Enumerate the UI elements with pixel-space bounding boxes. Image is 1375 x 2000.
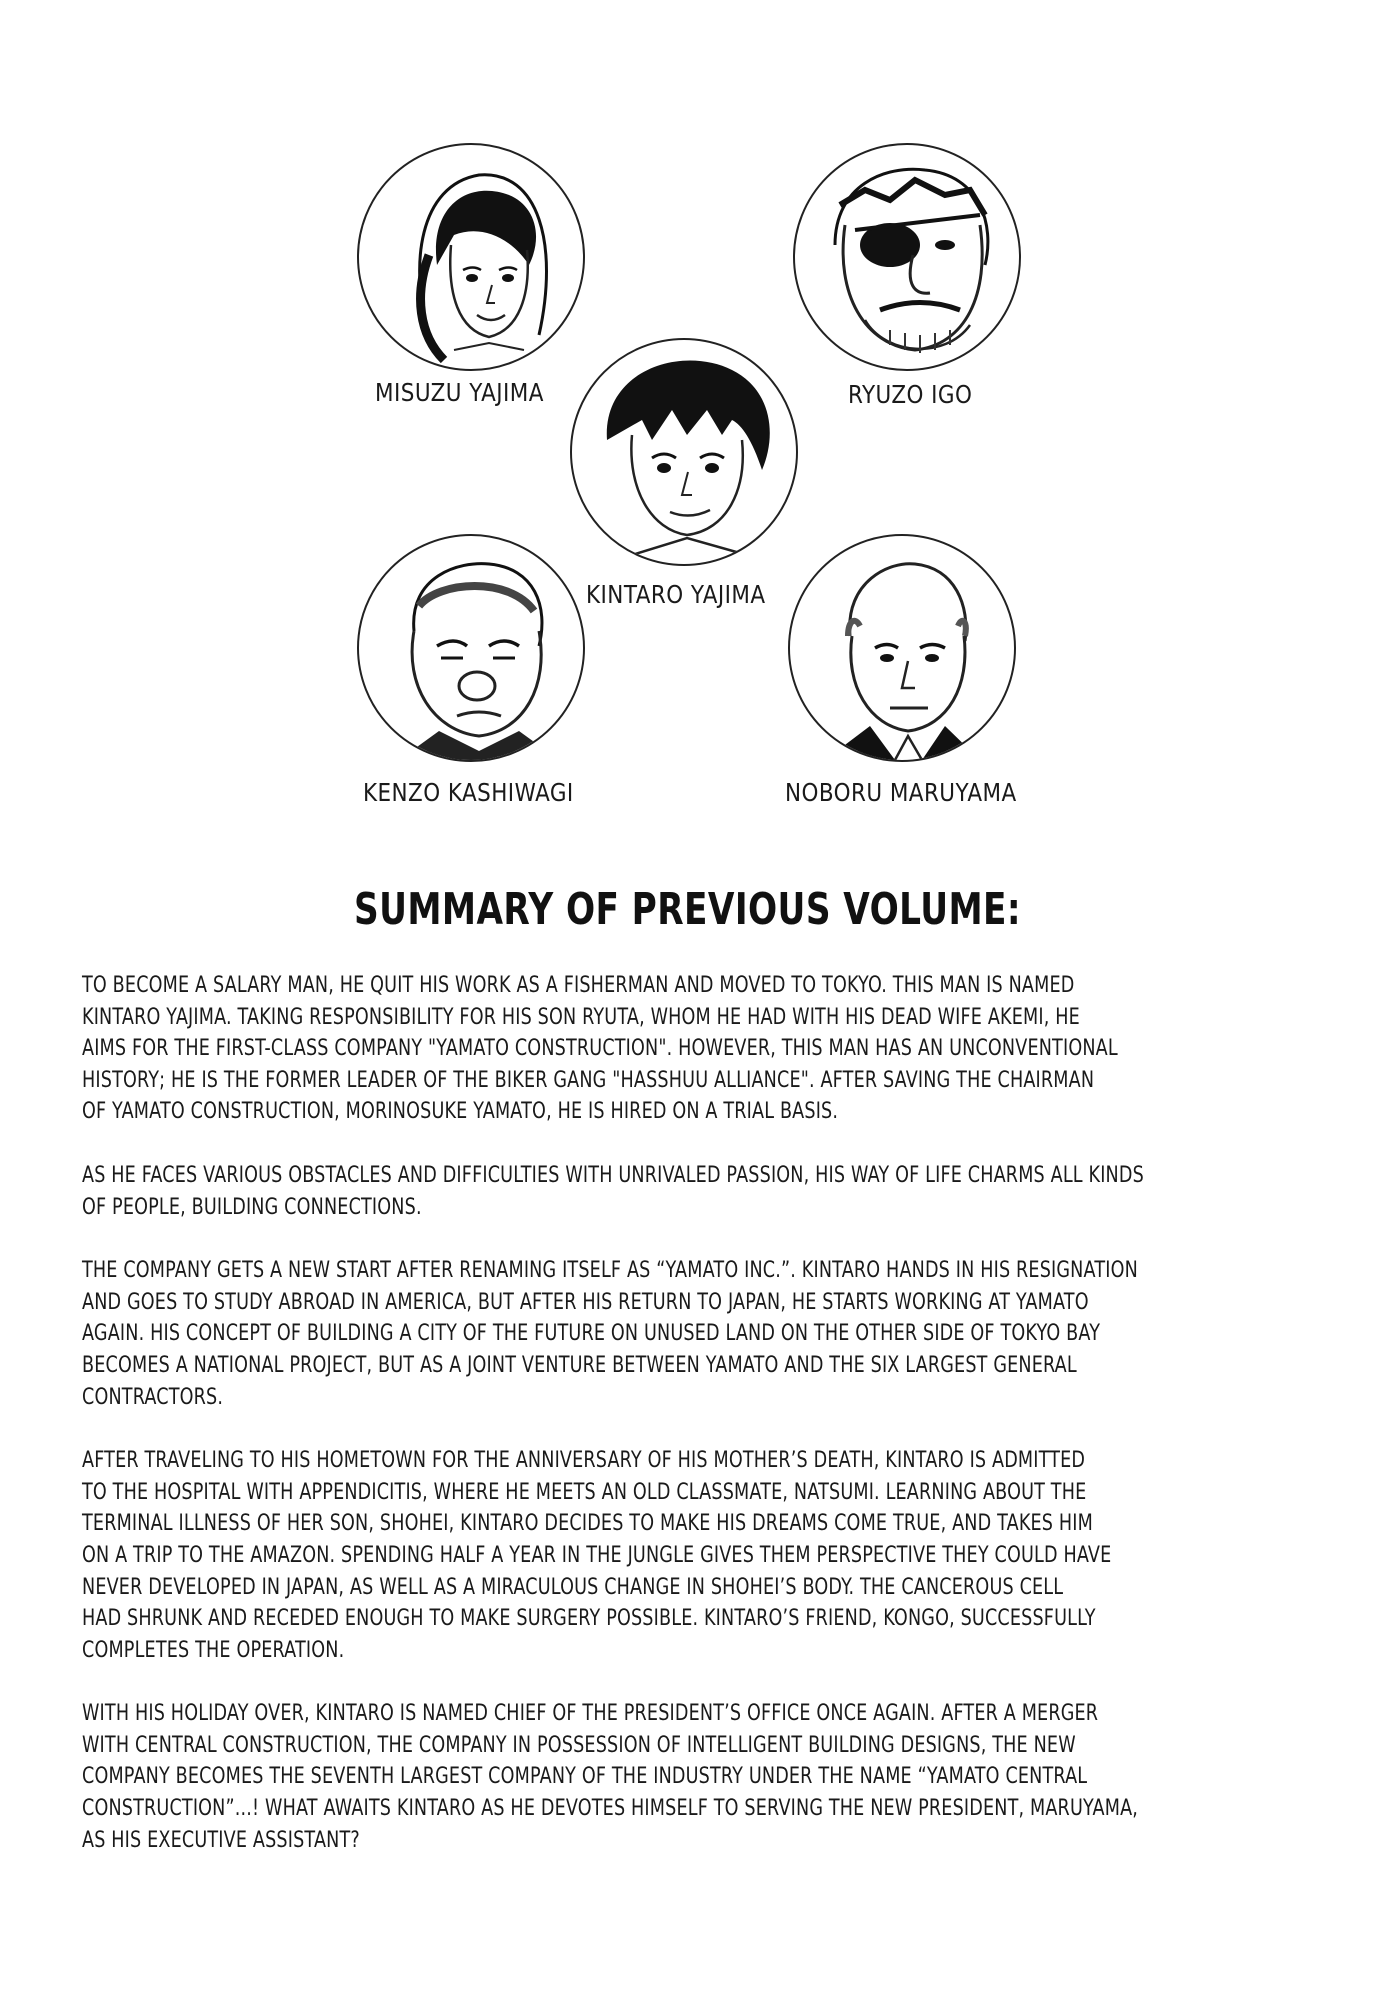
kintaro-yajima-portrait: [570, 338, 798, 566]
young-man-portrait-drawing: [572, 340, 796, 564]
kenzo-kashiwagi-name: KENZO KASHIWAGI: [363, 778, 574, 807]
misuzu-yajima-name: MISUZU YAJIMA: [375, 378, 544, 407]
summary-line: COMPANY BECOMES THE SEVENTH LARGEST COMPANY OF THE INDUSTRY UNDER THE NAME “YAMATO CENTRAL: [82, 1764, 1088, 1790]
ryuzo-igo-name: RYUZO IGO: [848, 380, 973, 409]
noboru-maruyama-name: NOBORU MARUYAMA: [785, 778, 1017, 807]
summary-line: TO BECOME A SALARY MAN, HE QUIT HIS WORK AS A FISHERMAN AND MOVED TO TOKYO. THIS MAN IS NAMED: [82, 973, 1075, 998]
summary-line: CONSTRUCTION”...! WHAT AWAITS KINTARO AS HE DEVOTES HIMSELF TO SERVING THE NEW PRESIDENT, MARUYAMA,: [82, 1796, 1139, 1822]
summary-line: AS HIS EXECUTIVE ASSISTANT?: [82, 1827, 360, 1853]
summary-line: TO THE HOSPITAL WITH APPENDICITIS, WHERE HE MEETS AN OLD CLASSMATE, NATSUMI. LEARNING ABOUT THE: [82, 1479, 1087, 1505]
eyepatch-man-portrait-drawing: [795, 145, 1019, 369]
summary-line: COMPLETES THE OPERATION.: [82, 1637, 345, 1663]
summary-paragraph: [82, 1255, 1292, 1413]
summary-line: AGAIN. HIS CONCEPT OF BUILDING A CITY OF THE FUTURE ON UNUSED LAND ON THE OTHER SIDE OF TOKYO BAY: [82, 1321, 1101, 1347]
summary-line: WITH CENTRAL CONSTRUCTION, THE COMPANY IN POSSESSION OF INTELLIGENT BUILDING DESIGNS, THE NEW: [82, 1732, 1076, 1758]
summary-line: WITH HIS HOLIDAY OVER, KINTARO IS NAMED CHIEF OF THE PRESIDENT’S OFFICE ONCE AGAIN. AFTER A MERGER: [82, 1701, 1099, 1727]
summary-paragraph: [82, 970, 1292, 1128]
older-man-portrait-drawing: [359, 536, 583, 760]
summary-paragraph: [82, 1160, 1292, 1223]
summary-line: AFTER TRAVELING TO HIS HOMETOWN FOR THE ANNIVERSARY OF HIS MOTHER’S DEATH, KINTARO IS ADMITTED: [82, 1448, 1086, 1474]
summary-line: HISTORY; HE IS THE FORMER LEADER OF THE BIKER GANG "HASSHUU ALLIANCE". AFTER SAVING THE CHAIRMAN: [82, 1067, 1095, 1093]
summary-paragraph: [82, 1445, 1292, 1666]
woman-portrait-drawing: [359, 145, 583, 369]
summary-line: AS HE FACES VARIOUS OBSTACLES AND DIFFICULTIES WITH UNRIVALED PASSION, HIS WAY OF LIFE CHARMS ALL KINDS: [82, 1162, 1144, 1188]
summary-paragraph: [82, 1698, 1292, 1856]
kintaro-yajima-name: KINTARO YAJIMA: [586, 580, 766, 609]
summary-line: NEVER DEVELOPED IN JAPAN, AS WELL AS A MIRACULOUS CHANGE IN SHOHEI’S BODY. THE CANCEROUS CELL: [82, 1574, 1064, 1600]
bald-man-portrait-drawing: [790, 536, 1014, 760]
ryuzo-igo-portrait: [793, 143, 1021, 371]
summary-line: CONTRACTORS.: [82, 1384, 224, 1410]
summary-title: SUMMARY OF PREVIOUS VOLUME:: [354, 884, 1021, 935]
misuzu-yajima-portrait: [357, 143, 585, 371]
summary-body: [82, 970, 1292, 1888]
summary-line: BECOMES A NATIONAL PROJECT, BUT AS A JOINT VENTURE BETWEEN YAMATO AND THE SIX LARGEST GENERAL: [82, 1352, 1077, 1378]
summary-line: HAD SHRUNK AND RECEDED ENOUGH TO MAKE SURGERY POSSIBLE. KINTARO’S FRIEND, KONGO, SUCCESSFULLY: [82, 1606, 1096, 1632]
summary-line: OF PEOPLE, BUILDING CONNECTIONS.: [82, 1194, 422, 1220]
summary-line: KINTARO YAJIMA. TAKING RESPONSIBILITY FOR HIS SON RYUTA, WHOM HE HAD WITH HIS DEAD WIFE AKEMI, HE: [82, 1004, 1080, 1030]
summary-line: AND GOES TO STUDY ABROAD IN AMERICA, BUT AFTER HIS RETURN TO JAPAN, HE STARTS WORKING AT YAMATO: [82, 1289, 1089, 1315]
summary-line: AIMS FOR THE FIRST-CLASS COMPANY "YAMATO CONSTRUCTION". HOWEVER, THIS MAN HAS AN UNCONVENTIONAL: [82, 1036, 1118, 1062]
summary-line: THE COMPANY GETS A NEW START AFTER RENAMING ITSELF AS “YAMATO INC.”. KINTARO HANDS IN HIS RESIGNATION: [82, 1258, 1138, 1284]
summary-line: TERMINAL ILLNESS OF HER SON, SHOHEI, KINTARO DECIDES TO MAKE HIS DREAMS COME TRUE, AND TAKES HIM: [82, 1511, 1093, 1537]
kenzo-kashiwagi-portrait: [357, 534, 585, 762]
summary-line: OF YAMATO CONSTRUCTION, MORINOSUKE YAMATO, HE IS HIRED ON A TRIAL BASIS.: [82, 1099, 839, 1125]
summary-line: ON A TRIP TO THE AMAZON. SPENDING HALF A YEAR IN THE JUNGLE GIVES THEM PERSPECTIVE THEY COULD HAVE: [82, 1542, 1112, 1568]
noboru-maruyama-portrait: [788, 534, 1016, 762]
